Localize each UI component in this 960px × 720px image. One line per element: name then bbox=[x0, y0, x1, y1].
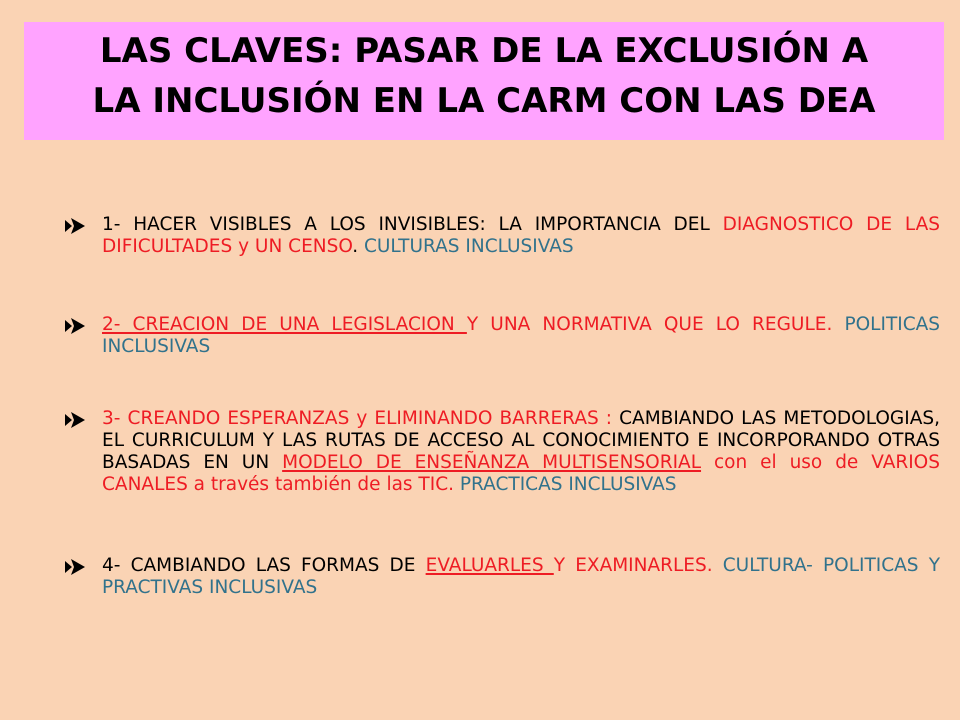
bullet-1 bbox=[64, 214, 940, 314]
bullet-2 bbox=[64, 314, 940, 408]
bullet-4 bbox=[64, 555, 940, 599]
arrow-bullet-icon bbox=[64, 559, 86, 575]
bullet-3-text-e: PRACTICAS INCLUSIVAS bbox=[454, 474, 677, 495]
bullet-2-text-a: 2- CREACION DE UNA LEGISLACION bbox=[102, 314, 467, 335]
bullet-4-text-c: Y EXAMINARLES. bbox=[553, 555, 713, 576]
bullet-3 bbox=[64, 408, 940, 555]
arrow-bullet-icon bbox=[64, 412, 86, 428]
bullet-1-text-c: . bbox=[352, 236, 364, 257]
bullet-4-text-a: 4- CAMBIANDO LAS FORMAS DE bbox=[102, 555, 426, 576]
bullet-3-text-d: con el uso de VARIOS CANALES a través también de las TIC. bbox=[102, 452, 940, 495]
bullet-1-text-b: DIAGNOSTICO DE LAS DIFICULTADES y UN CENSO bbox=[102, 214, 940, 257]
bullet-4-text-d: CULTURA- POLITICAS Y PRACTIVAS INCLUSIVAS bbox=[102, 555, 940, 598]
title-line-2: LA INCLUSIÓN EN LA CARM CON LAS DEA bbox=[92, 81, 876, 121]
bullet-3-text-b: CAMBIANDO LAS METODOLOGIAS, EL CURRICULUM Y LAS RUTAS DE ACCESO AL CONOCIMIENTO E INCORPORANDO OTRAS BASADAS EN UN bbox=[102, 408, 940, 473]
bullet-3-text-a: 3- CREANDO ESPERANZAS y ELIMINANDO BARRERAS : bbox=[102, 408, 613, 429]
bullet-2-text-c: POLITICAS INCLUSIVAS bbox=[102, 314, 941, 357]
bullet-1-text-d: CULTURAS INCLUSIVAS bbox=[363, 236, 574, 257]
title-line-1: LAS CLAVES: PASAR DE LA EXCLUSIÓN A bbox=[99, 31, 869, 71]
bullet-1-text-a: 1- HACER VISIBLES A LOS INVISIBLES: LA IMPORTANCIA DEL bbox=[102, 214, 723, 235]
arrow-bullet-icon bbox=[64, 218, 86, 234]
bullet-list bbox=[64, 214, 940, 599]
bullet-4-text-b: EVALUARLES bbox=[425, 555, 554, 576]
bullet-2-text-b: Y UNA NORMATIVA QUE LO REGULE. bbox=[466, 314, 833, 335]
arrow-bullet-icon bbox=[64, 318, 86, 334]
bullet-3-text-c: MODELO DE ENSEÑANZA MULTISENSORIAL bbox=[282, 452, 702, 473]
slide-title bbox=[24, 26, 944, 126]
